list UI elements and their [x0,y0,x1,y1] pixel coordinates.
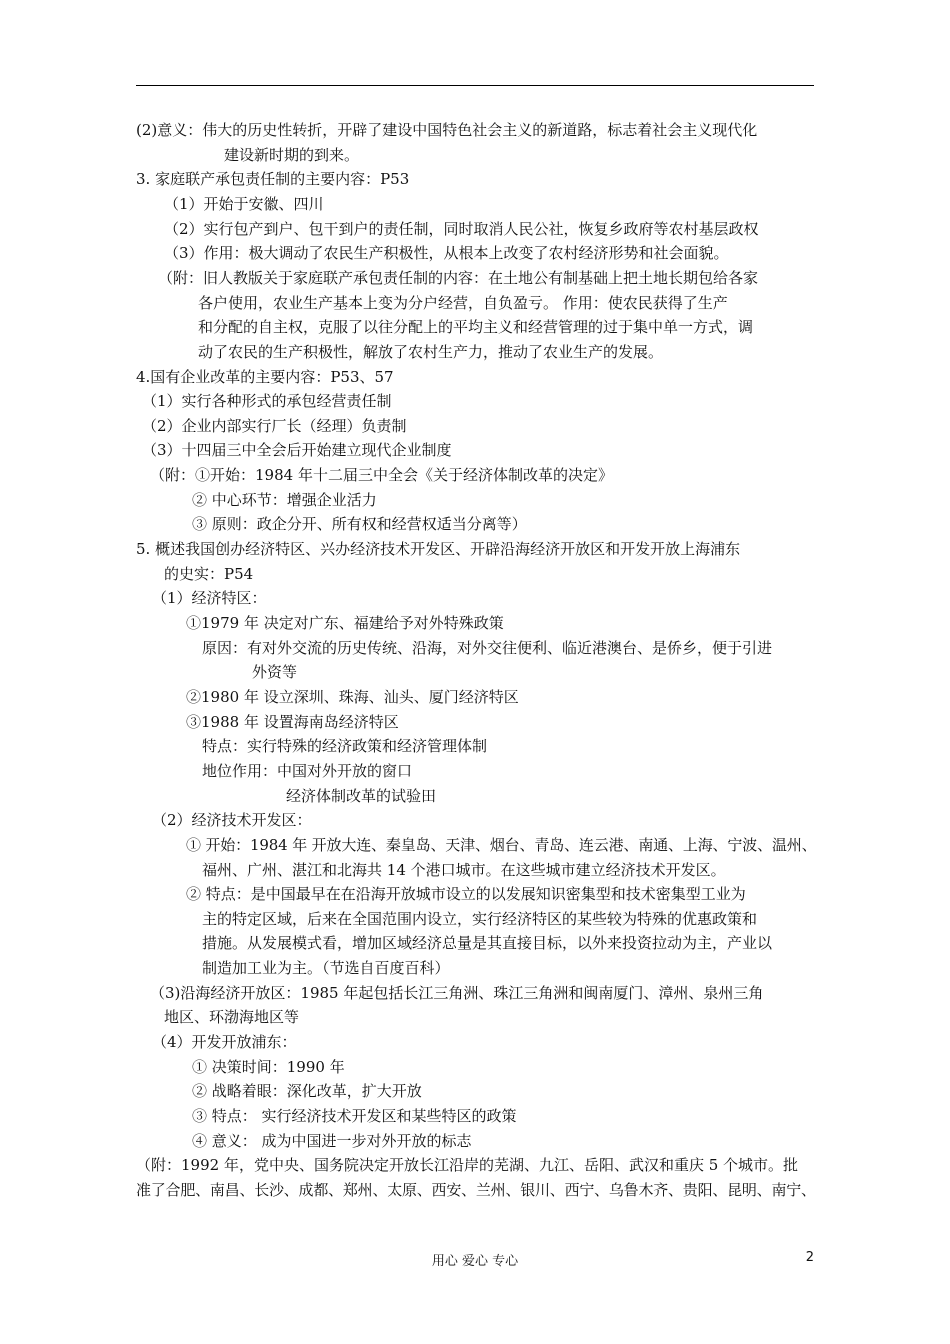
text-line: 制造加工业为主。（节选自百度百科） [202,959,450,978]
text-line: 准了合肥、南昌、长沙、成都、郑州、太原、西安、兰州、银川、西宁、乌鲁木齐、贵阳、昆明、南宁、 [136,1180,816,1199]
text-line: ② 特点：是中国最早在在沿海开放城市设立的以发展知识密集型和技术密集型工业为 [186,885,746,904]
text-line: 措施。从发展模式看，增加区域经济总量是其直接目标，以外来投资拉动为主，产业以 [202,934,773,953]
text-line: 的史实：P54 [164,564,254,583]
text-line: ②1980 年 设立深圳、珠海、汕头、厦门经济特区 [186,687,519,706]
text-line: ③1988 年 设置海南岛经济特区 [186,712,399,731]
text-line: （2）经济技术开发区： [152,811,312,830]
text-line: 经济体制改革的试验田 [286,786,437,805]
text-line: ③ 特点： 实行经济技术开发区和某些特区的政策 [192,1107,517,1125]
text-line: （附：旧人教版关于家庭联产承包责任制的内容：在土地公有制基础上把土地长期包给各家 [158,268,759,287]
text-line: 特点：实行特殊的经济政策和经济管理体制 [202,737,488,756]
page-number: 2 [805,1250,814,1265]
text-line: 主的特定区域，后来在全国范围内设立，实行经济特区的某些较为特殊的优惠政策和 [202,909,758,928]
text-line: ③ 原则：政企分开、所有权和经营权适当分离等） [192,515,527,534]
text-line: ① 决策时间：1990 年 [192,1057,345,1076]
text-line: （2）实行包产到户、包干到户的责任制，同时取消人民公社，恢复乡政府等农村基层政权 [164,219,759,238]
text-line: 各户使用，农业生产基本上变为分户经营，自负盈亏。 作用：使农民获得了生产 [198,293,728,312]
text-line: 4.国有企业改革的主要内容：P53、57 [136,367,394,386]
text-line: 原因：有对外交流的历史传统、沿海，对外交往便利、临近港澳台、是侨乡，便于引进 [202,638,773,657]
text-line: （3）十四届三中全会后开始建立现代企业制度 [142,441,452,460]
header-rule [136,85,814,86]
text-line: ① 开始：1984 年 开放大连、秦皇岛、天津、烟台、青岛、连云港、南通、上海、宁波、温州、 [186,835,817,854]
text-line: 和分配的自主权，克服了以往分配上的平均主义和经营管理的过于集中单一方式，调 [198,318,754,337]
text-line: （附：1992 年，党中央、国务院决定开放长江沿岸的芜湖、九江、岳阳、武汉和重庆 5 个城市。批 [136,1156,799,1175]
text-line: （4）开发开放浦东： [152,1033,297,1052]
text-line: （1）开始于安徽、四川 [164,194,324,213]
text-line: （1）经济特区： [152,589,267,608]
text-line: ② 战略着眼：深化改革，扩大开放 [192,1082,422,1101]
text-line: 5. 概述我国创办经济特区、兴办经济技术开发区、开辟沿海经济开放区和开发开放上海浦东 [136,540,741,559]
text-line: （附：①开始：1984 年十二届三中全会《关于经济体制改革的决定》 [150,466,613,485]
text-line: （1）实行各种形式的承包经营责任制 [142,392,392,411]
text-line: 动了农民的生产积极性，解放了农村生产力，推动了农业生产的发展。 [198,342,664,361]
text-line: 地区、环渤海地区等 [164,1008,300,1027]
text-line: 建设新时期的到来。 [224,145,360,164]
text-line: ①1979 年 决定对广东、福建给予对外特殊政策 [186,614,504,632]
text-line: （3）作用：极大调动了农民生产积极性，从根本上改变了农村经济形势和社会面貌。 [164,244,729,263]
text-line: （2）企业内部实行厂长（经理）负责制 [142,416,407,435]
text-line: ④ 意义： 成为中国进一步对外开放的标志 [192,1131,472,1150]
text-line: ② 中心环节：增强企业活力 [192,490,377,509]
text-line: （3)沿海经济开放区：1985 年起包括长江三角洲、珠江三角洲和闽南厦门、漳州、泉州三角 [150,983,764,1002]
text-line: 外资等 [252,663,298,682]
footer-slogan: 用心 爱心 专心 [431,1254,519,1269]
text-line: (2)意义：伟大的历史性转折，开辟了建设中国特色社会主义的新道路，标志着社会主义现代化 [136,121,758,139]
text-line: 3. 家庭联产承包责任制的主要内容：P53 [136,170,410,189]
text-line: 地位作用：中国对外开放的窗口 [202,761,413,780]
text-line: 福州、广州、湛江和北海共 14 个港口城市。在这些城市建立经济技术开发区。 [202,860,726,879]
